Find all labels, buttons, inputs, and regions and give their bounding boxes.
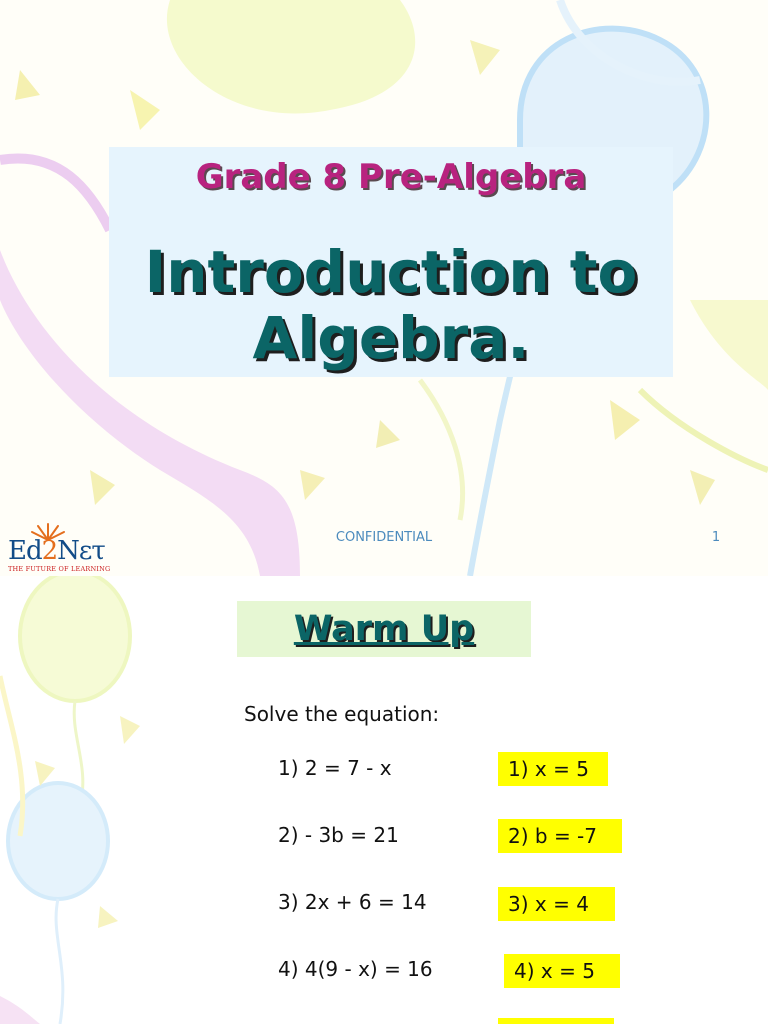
- logo-ed: Ed: [8, 536, 42, 566]
- main-title-line-1: Introduction to: [144, 238, 638, 306]
- logo-wordmark: [8, 536, 105, 566]
- problem-3: 3) 2x + 6 = 14: [278, 890, 427, 914]
- answer-2: 2) b = -7: [498, 819, 622, 853]
- slide-number: 1: [711, 530, 721, 545]
- answer-4: 4) x = 5: [504, 954, 620, 988]
- logo-net: Nετ: [57, 536, 105, 566]
- main-title: [109, 239, 673, 371]
- problem-2: 2) - 3b = 21: [278, 823, 399, 847]
- logo-two: 2: [41, 536, 58, 566]
- problem-1: 1) 2 = 7 - x: [278, 756, 392, 780]
- warm-up-heading: Warm Up: [293, 609, 475, 649]
- subtitle: Grade 8 Pre-Algebra: [195, 157, 587, 197]
- title-box: [109, 147, 673, 377]
- answer-1: 1) x = 5: [498, 752, 608, 786]
- main-title-line-2: Algebra.: [252, 304, 530, 372]
- warm-up-heading-box: [237, 601, 531, 657]
- ed2net-logo: [8, 520, 111, 576]
- answer-5-partial: [498, 1018, 614, 1024]
- problem-4: 4) 4(9 - x) = 16: [278, 957, 433, 981]
- warm-up-slide: [0, 576, 768, 1024]
- answer-3: 3) x = 4: [498, 887, 615, 921]
- logo-tagline: THE FUTURE OF LEARNING: [8, 565, 111, 573]
- confidential-label: CONFIDENTIAL: [335, 530, 433, 545]
- instruction-text: Solve the equation:: [244, 702, 440, 726]
